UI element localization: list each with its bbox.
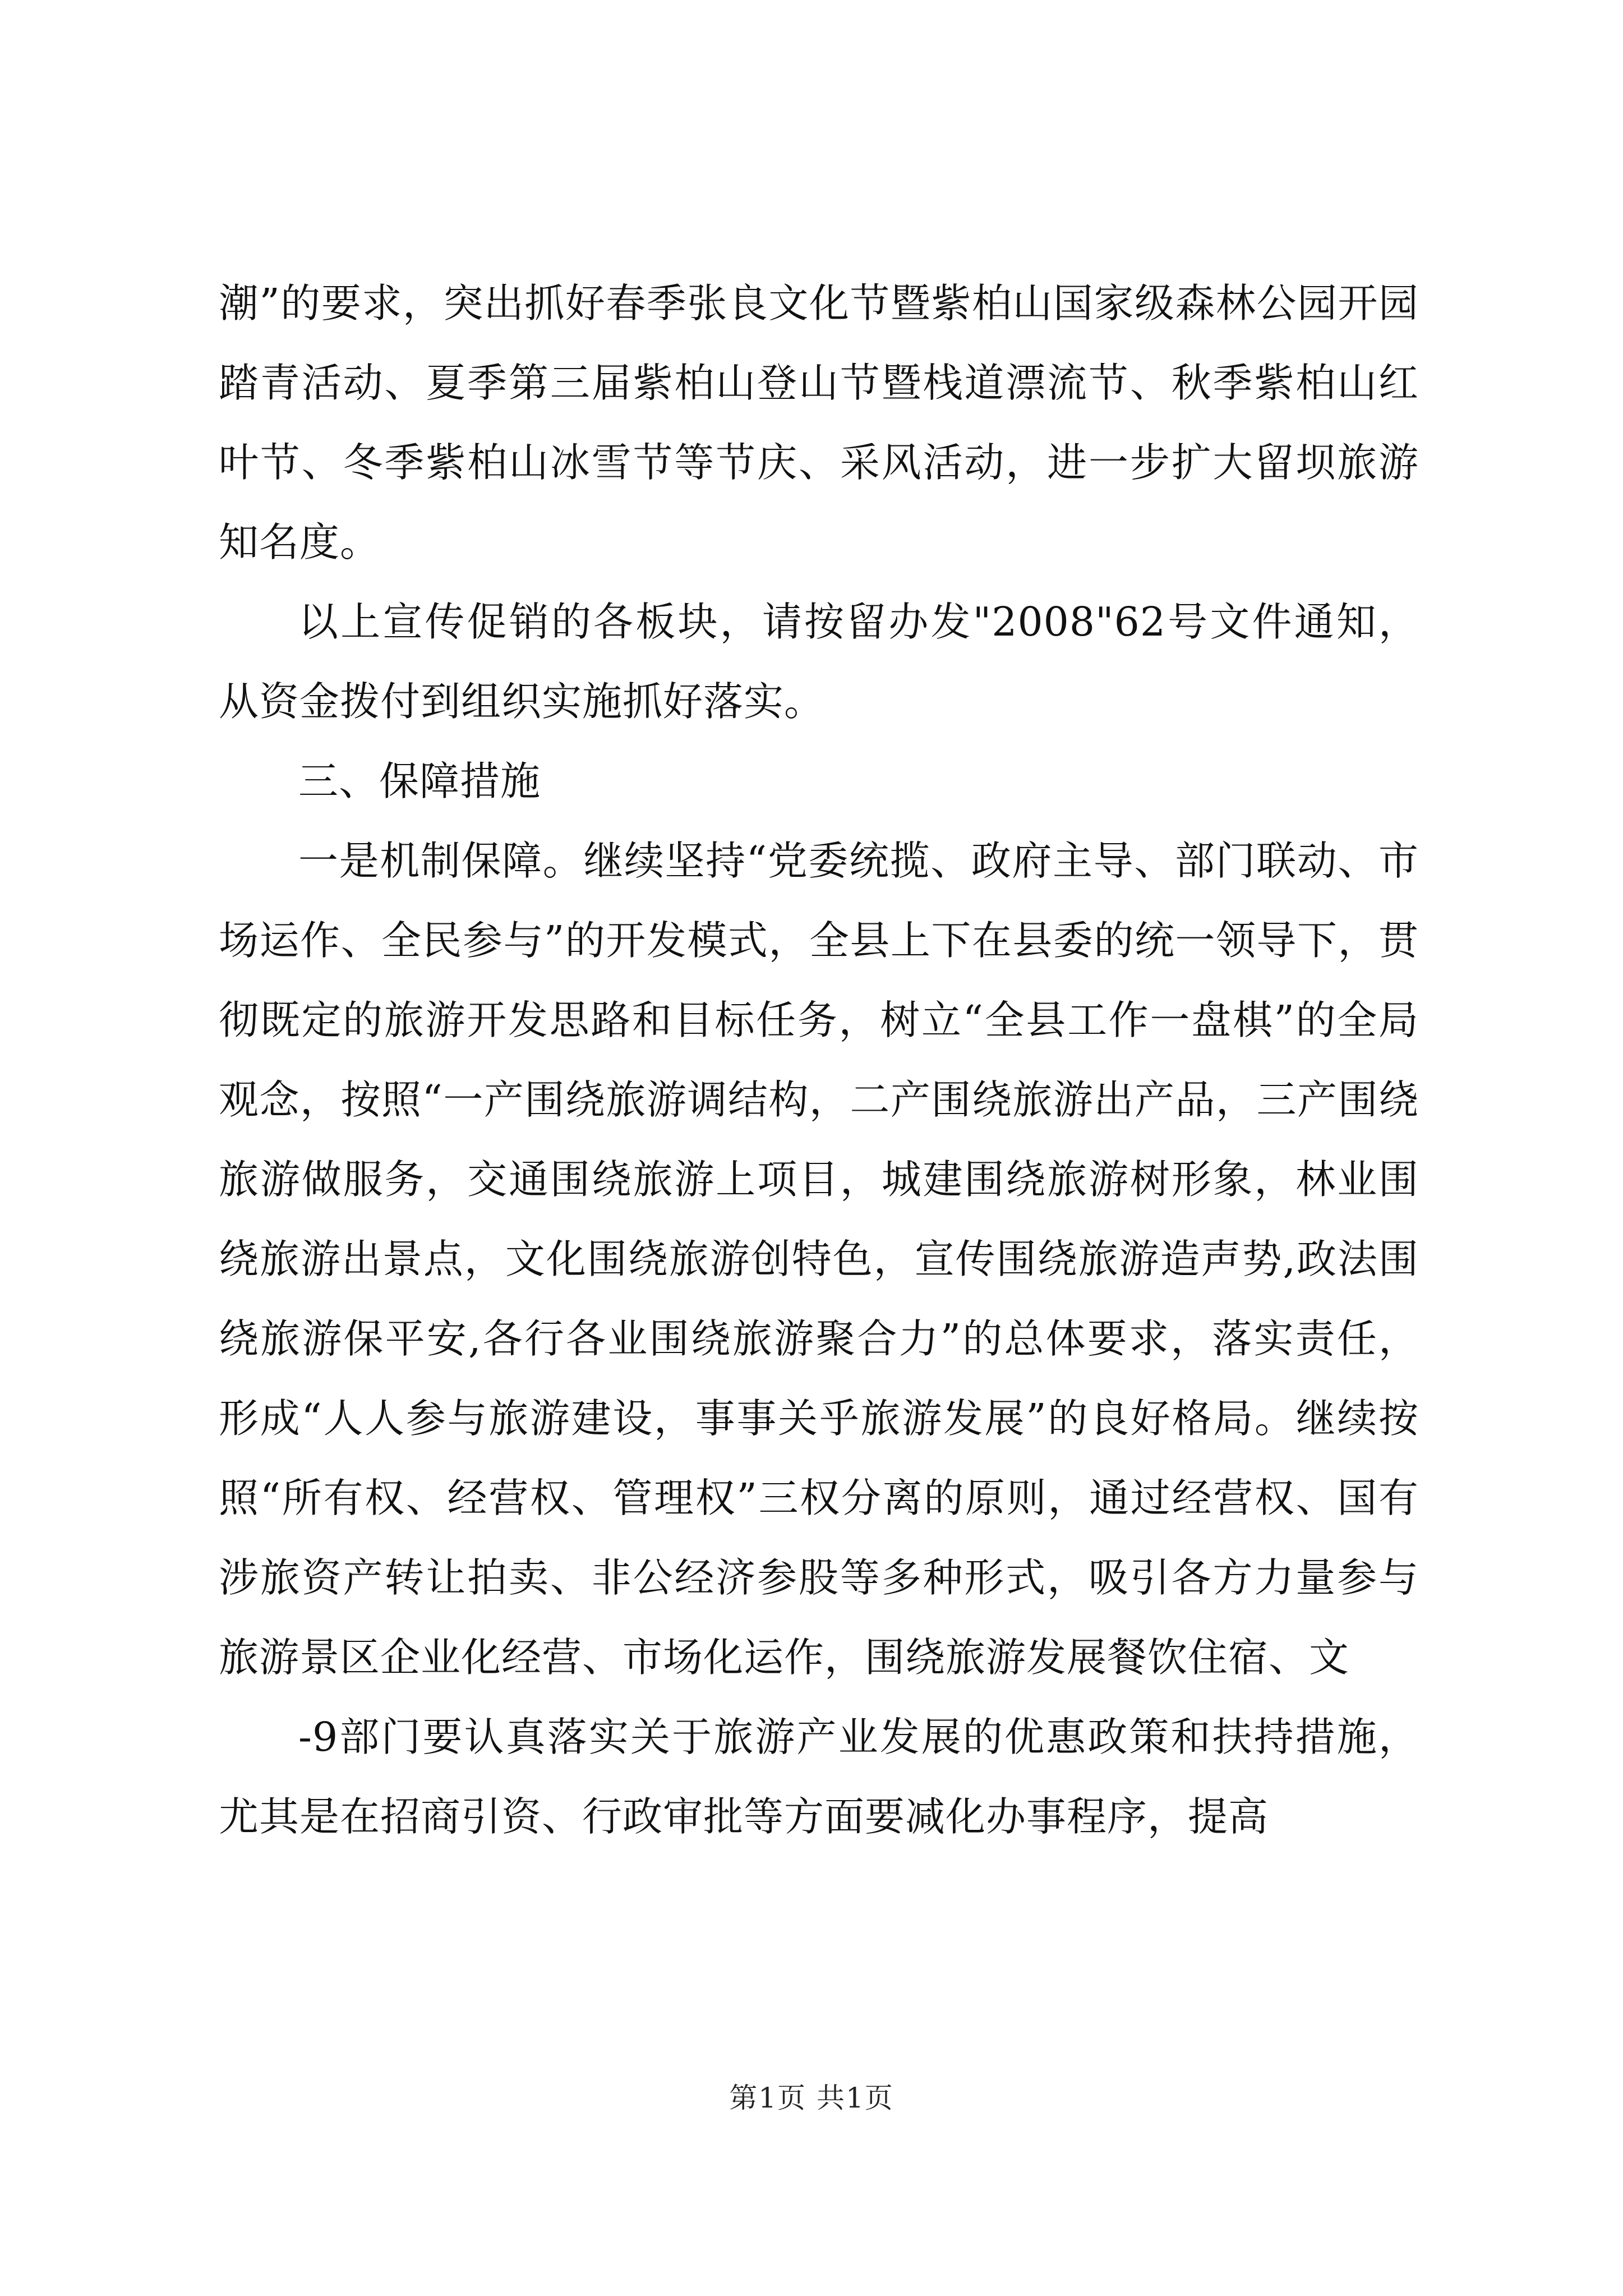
paragraph-policy-support: -9部门要认真落实关于旅游产业发展的优惠政策和扶持措施，尤其是在招商引资、行政审批等方面要减化办事程序，提高 [219, 1714, 1419, 1840]
page-footer: 第1页 共1页 [729, 2082, 894, 2114]
section-heading-safeguards: 三、保障措施 [298, 758, 541, 804]
paragraph-festival-promotion: 潮”的要求，突出抓好春季张良文化节暨紫柏山国家级森林公园开园踏青活动、夏季第三届紫柏山登山节暨栈道漂流节、秋季紫柏山红叶节、冬季紫柏山冰雪节等节庆、采风活动，进一步扩大留坝旅游知名度。 [219, 280, 1419, 565]
paragraph-funding-notice: 以上宣传促销的各板块，请按留办发"2008"62号文件通知，从资金拨付到组织实施抓好落实。 [219, 599, 1419, 725]
paragraph-mechanism-guarantee: 一是机制保障。继续坚持“党委统揽、政府主导、部门联动、市场运作、全民参与”的开发模式，全县上下在县委的统一领导下，贯彻既定的旅游开发思路和目标任务，树立“全县工作一盘棋”的全局观念，按照“一产围绕旅游调结构，二产围绕旅游出产品，三产围绕旅游做服务，交通围绕旅游上项目，城建围绕旅游树形象，林业围绕旅游出景点，文化围绕旅游创特色，宣传围绕旅游造声势,政法围绕旅游保平安,各行各业围绕旅游聚合力”的总体要求，落实责任，形成“人人参与旅游建设，事事关乎旅游发展”的良好格局。继续按照“所有权、经营权、管理权”三权分离的原则，通过经营权、国有涉旅资产转让拍卖、非公经济参股等多种形式，吸引各方力量参与旅游景区企业化经营、市场化运作，围绕旅游发展餐饮住宿、文 [219, 838, 1419, 1681]
document-body [219, 264, 1419, 1857]
